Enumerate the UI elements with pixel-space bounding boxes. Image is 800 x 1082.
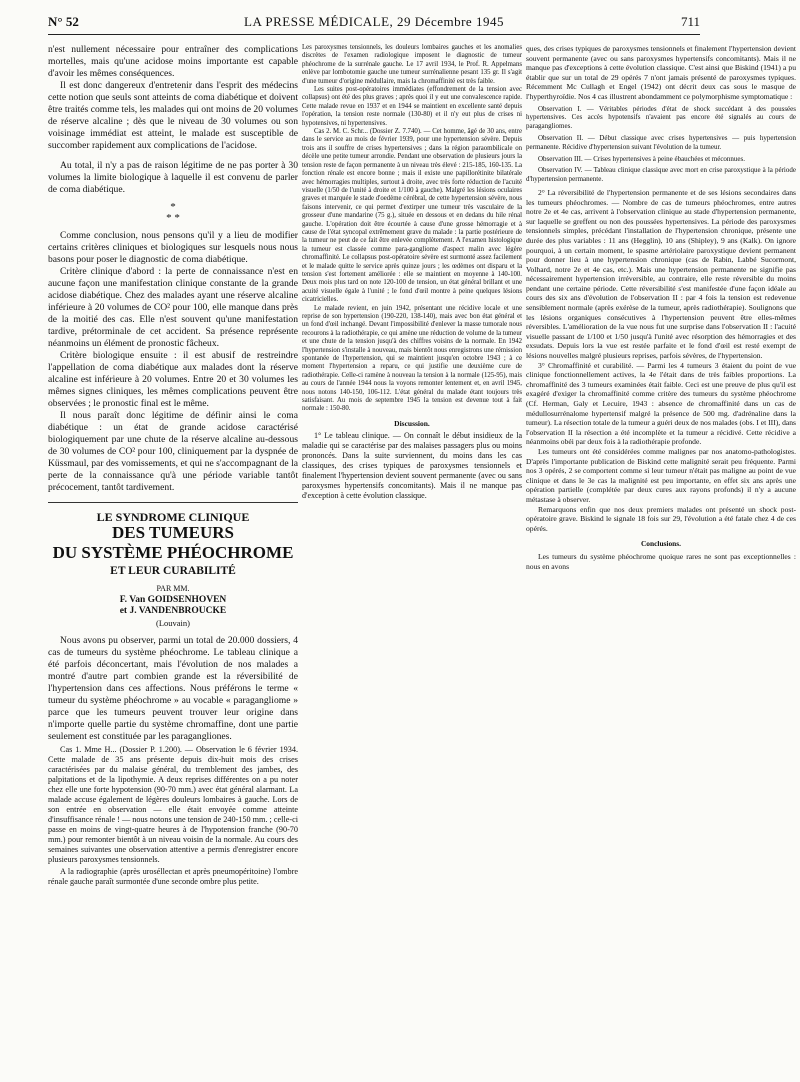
- paragraph: n'est nullement nécessaire pour entraîner des complications mortelles, mais qu'une acidose moins importante est capable d'avoir les mêmes conséquences.: [48, 44, 298, 79]
- issue-number: N° 52: [48, 14, 79, 29]
- header-rule: [48, 34, 700, 35]
- author-affiliation: (Louvain): [156, 618, 190, 628]
- paragraph: Critère biologique ensuite : il est abusif de restreindre l'appellation de coma diabétique aux malades dont la réserve alcaline est inférieure à 20 volumes. Entre 20 et 30 volumes les mêmes signes cliniques, les mêmes complications peuvent être observées ; le pronostic final est le même.: [48, 350, 298, 409]
- case-report: Les paroxysmes tensionnels, les douleurs lombaires gauches et les anomalies discrètes de l'examen radiologique imposent le diagnostic de tumeur phéochrome de la surrénale gauche. Le 17 avril 1934, le Prof. R. Appelmans enlève par lombotomie gauche une tumeur surrénalienne pesant 135 gr. Il s'agit d'une tumeur d'origine médullaire, mais la chromaffinité est très faible.: [302, 44, 522, 85]
- paragraph: Comme conclusion, nous pensons qu'il y a lieu de modifier certains critères cliniques et biologiques sur lesquels nous nous basons pour poser le diagnostic de coma diabétique.: [48, 230, 298, 265]
- section-heading-discussion: Discussion.: [394, 418, 430, 428]
- case-report: Le malade revient, en juin 1942, présentant une récidive locale et une reprise de son hypertension (190-220, 138-140), mais avec bon état général et un fond d'œil inchangé. Devant l'impossibilité d'enlever la masse tumorale nous recourons à la radiothérapie, ce qui amène une réduction de volume de la tumeur et une chute de la tension jusqu'à des chiffres voisins de la normale. En 1942 l'hypertension s'installe à nouveau, mais bientôt nous enregistrons une rémission spontanée de l'hypertension, qui se maintient jusqu'en octobre 1943 ; à ce moment l'hypertension a reparu, ce qui justifie une deuxième cure de radiothérapie. Celle-ci ramène à nouveau la tension à la normale (125-95), mais au cours de l'année 1944 nous la voyons remonter lentement et, en avril 1945, nous notons 140-150, 106-112. L'état général du malade étant toujours très satisfaisant. Au mois de septembre 1945 la tension est devenue tout à fait normale : 150-80.: [302, 304, 522, 413]
- paragraph: Remarquons enfin que nos deux premiers malades ont présenté un shock post-opératoire grave. Biskind le signale 18 fois sur 29, l'évolution a été fatale chez 4 de ces opérés.: [526, 504, 796, 533]
- case-report: Cas 2. M. C. Schr... (Dossier Z. 7.740). — Cet homme, âgé de 30 ans, entre dans le service au mois de février 1939, pour une hypertension sévère. Depuis trois ans il souffre de crises hypertensives ; dans la région paraombilicale on décèle une petite tumeur arrondie. Pendant une observation de plusieurs jours la tension reste de façon permanente à un niveau très élevé : 215-185, 160-135. La fonction rénale est encore bonne ; mais il existe une papillorétinite bilatérale avec hémorragies multiples, surtout à droite, avec très forte réduction de l'acuité visuelle (1/50 de l'unité à droite et 1/100 à gauche). Malgré les lésions oculaires graves et marquée le stade d'oedème cérébral, de cette hypertension sévère, nous faisons intervenir, ce qui permet d'extirper une tumeur très vasculaire de la grosseur d'une mandarine (75 g.), située en dessous et en dedans du hile rénal gauche. L'opération doit être écourtée à cause d'une grosse hémorragie et à cause de l'état syncopal extrêmement grave du malade : la partie postérieure de la tumeur ne peut de ce fait être enlevée complètement. A l'examen histologique la tumeur est classée comme para-gangliome d'aspect malin avec légère chromaffinité. Le collapsus post-opératoire sévère est surmonté assez facilement et le malade quitte le service après quinze jours ; les œdèmes ont disparu et la tension s'est fortement améliorée : elle se maintient en moyenne à 140-100. Deux mois plus tard on note 120-100 de tension, un état général brillant et une acuité visuelle égale à l'unité ; le fond d'œil montre à peine quelques lésions cicatricielles.: [302, 128, 522, 304]
- column-left: [48, 44, 298, 1074]
- article-divider: [48, 502, 298, 503]
- paragraph: ques, des crises typiques de paroxysmes tensionnels et finalement l'hypertension devient souvent permanente (avec ou sans paroxysmes hypertensifs concomitants). Mais il ne manque pas d'exceptions à cette évolution classique. C'est ainsi que Biskind (1941) a pu établir que sur un total de 29 opérés 7 n'ont jamais présenté de paroxysmes typiques. Récemment Mc Cullagh et Engel (1942) ont décrit deux cas sous le masque de l'hyperthyroïdie. Nos 4 cas illustrent abondamment ce polymorphisme symptomatique :: [526, 44, 796, 101]
- section-heading-conclusions: Conclusions.: [640, 539, 682, 549]
- journal-title-date: LA PRESSE MÉDICALE, 29 Décembre 1945: [244, 14, 504, 29]
- byline-prefix: PAR MM.: [156, 584, 190, 593]
- paragraph: 1° Le tableau clinique. — On connaît le début insidieux de la maladie qui se caractérise par des malaises passagers plus ou moins prononcés. Dans la suite surviennent, du moins dans les cas classiques, des crises typiques de paroxysmes tensionnels et finalement l'hypertension devient souvent permanente (avec ou sans paroxysmes hypertensifs concomitants). Mais il ne manque pas d'exception à cette évolution classique.: [302, 431, 522, 501]
- observation-summary: Observation I. — Véritables périodes d'état de shock succédant à des poussées hypertensives. Ces accès hypotensifs n'avaient pas encore été signalés au cours de paragangliomes.: [526, 104, 796, 131]
- article-intro: Nous avons pu observer, parmi un total de 20.000 dossiers, 4 cas de tumeurs du système phéochrome. Le tableau clinique a été parfois déconcertant, mais l'évolution de nos malades a montré d'autre part combien grande est la réversibilité de l'hypertension dans ces affections. Nous préférons le terme « tumeur du système phéochrome » au vocable « paragangliome » parce que les tumeurs peuvent trouver leur origine dans n'importe quelle partie du système chromaffine, dont une partie seulement est constituée par les paragangliones.: [48, 635, 298, 742]
- author-name: F. Van GOIDSENHOVEN: [119, 595, 227, 605]
- case-report: Cas 1. Mme H... (Dossier P. 1.200). — Observation le 6 février 1934. Cette malade de 35 ans présente depuis dix-huit mois des crises caractérisées par du malaise général, du tremblement des jambes, des palpitations et de la lipothymie. A deux reprises différentes on a pu noter chez elle une forte hypotension (90-70 mm.) avec état général alarmant. La malade accuse également de légères douleurs lombaires à gauche. Lors de son entrée en observation — elle était envoyée comme atteinte d'insuffisance rénale ! — nous notons une tension de 240-150 mm. ; celle-ci passe en moins de vingt-quatre heures à de l'hypotension franche (90-70 mm.) pour remonter bientôt à un niveau voisin de la normale. Au cours des semaines suivantes une observation attentive a permis d'enregistrer encore plusieurs paroxysmes tensionnels.: [48, 745, 298, 864]
- page-number: 711: [680, 14, 700, 29]
- article-kicker: LE SYNDROME CLINIQUE: [96, 510, 250, 524]
- paragraph: 2° La réversibilité de l'hypertension permanente et de ses lésions secondaires dans les tumeurs phéochromes. — Nombre de cas de tumeurs phéochromes, entre autres notre 2e et 4e cas, arrivent à l'observation clinique au stade d'hypertension permanente, sur laquelle se greffent ou non des poussées hypertensives. La période des paroxysmes tensionnels simples, précédant l'installation de l'hypertension chronique, présente une durée des plus variables : 11 ans (Hegglin), 10 ans (Shipley), 9 ans (Kalk). On ignore pourquoi, à un certain moment, le spasme artériolaire paroxystique devient permanent pour donner lieu à une hypertension chronique (cas de Rabin, Labbé Sucormont, Volhard, notre 2e et 4e cas, etc.). Mais une hypertension permanente ne signifie pas nécessairement hypertension irréversible, au contraire, elle reste réversible du moins pendant une certaine période. Cette réversibilité s'est manifestée d'une façon idéale au cours des six ans d'évolution de l'observation II : par 4 fois la tension est redevenue sensiblement normale (après exérèse de la tumeur, après radiothérapie). Soulignons que les lésions organiques consécutives à l'hypertension peuvent être elles-mêmes réversibles. L'amélioration de la vue nous fut une surprise dans l'observation II : l'acuité visuelle passant de 1/100 et 1/50 jusqu'à l'unité avec résorption des hémorragies et des exsudats. Depuis lors la vue est restée parfaite et le fond d'œil est resté exempt de lésions nouvelles malgré plusieurs reprises, parfois sévères, de l'hypertension.: [526, 187, 796, 361]
- case-report: A la radiographie (après uroséllectan et après pneumopéritoine) l'ombre rénale gauche paraît surmontée d'une seconde ombre plus petite.: [48, 867, 298, 886]
- column-right: [526, 44, 796, 1074]
- article-title-line: DES TUMEURS: [111, 523, 235, 542]
- article-subtitle: ET LEUR CURABILITÉ: [110, 565, 236, 577]
- article-title-line: DU SYSTÈME PHÉOCHROME: [52, 543, 294, 562]
- paragraph: Les tumeurs ont été considérées comme malignes par nos anatomo-pathologistes. D'après l'importante publication de Biskind cette malignité serait peu fréquente. Parmi nos 3 opérés, 2 se comportent comme si leur tumeur n'était pas maligne au point de vue clinique et dans le 3e cas la malignité est peu importante, en effet six ans après une opération partielle (complétée par deux cures aux rayons profonds) il n'y a aucune métastase à observer.: [526, 446, 796, 504]
- case-report: Les suites post-opératoires immédiates (effondrement de la tension avec collapsus) ont été des plus graves ; après quoi il y eut une convalescence rapide. Cette malade revue en 1937 et en 1944 se maintient en excellente santé depuis l'opération, la tension reste normale (130-80) et il n'y eut plus de crises ni hypotensives, ni hypertensives.: [302, 86, 522, 127]
- paragraph: Il est donc dangereux d'entretenir dans l'esprit des médecins cette notion que seuls sont atteints de coma diabétique et doivent être traités comme tels, les malades qui ont moins de 20 volumes de réserve alcaline ; dès que le niveau de 30 volumes ou son voisinage immédiat est atteint, le malade est susceptible de succomber rapidement aux complications de l'acidose.: [48, 80, 298, 151]
- section-stars: * * *: [166, 201, 180, 224]
- column-middle: [302, 44, 522, 1074]
- paragraph: Il nous paraît donc légitime de définir ainsi le coma diabétique : un état de grande acidose caractérisé biologiquement par une chute de la réserve alcaline au-dessous de 30 volumes de CO² pour 100, cliniquement par la dyspnée de Küssmaul, par des vomissements, et qui ne s'accompagnant de la perte de la connaissance qu'à une période variable tantôt précocement, tantôt tardivement.: [48, 410, 298, 493]
- paragraph: 3° Chromaffinité et curabilité. — Parmi les 4 tumeurs 3 étaient du point de vue clinique fonctionnellement actives, la 4e l'était dans de très faibles proportions. La chromaffinité des 3 tumeurs examinées était faible. Ceci est une preuve de plus qu'il est exagéré d'exiger la chromaffinité comme critère des tumeurs du système phéochrome (Cf. Herman, Galy et Lecuire, 1943 : absence de chromaffinité dans un cas de médullosurrénalome hypertensif malgré la présence de 500 mg. d'adrénaline dans la tumeur). La résection totale de la tumeur a guéri deux de nos malades (obs. I et III), dans l'observation II la résection a été incomplète et la tumeur a récidivé. Cette récidive a néanmoins obéi par deux fois à la radiothérapie profonde.: [526, 360, 796, 447]
- paragraph: Les tumeurs du système phéochrome quoique rares ne sont pas exceptionnelles : nous en avons: [526, 551, 796, 571]
- observation-summary: Observation III. — Crises hypertensives à peine ébauchées et méconnues.: [538, 154, 746, 163]
- running-header: [48, 14, 700, 34]
- paragraph: Critère clinique d'abord : la perte de connaissance n'est en aucune façon une manifestation clinique constante de la grande acidose diabétique. Chez des malades ayant une réserve alcaline inférieure à 20 volumes de CO² pour 100, elle manque dans près de la moitié des cas. Elle n'est souvent qu'une manifestation tardive, prétorminale de cet accident. Sa présence représente néanmoins un élément de pronostic fâcheux.: [48, 266, 298, 349]
- observation-summary: Observation II. — Début classique avec crises hypertensives — puis hypertension permanente. Récidive d'hypertension suivant l'évolution de la tumeur.: [526, 133, 796, 151]
- observation-summary: Observation IV. — Tableau clinique classique avec mort en crise paroxystique à la période d'hypertension permanente.: [526, 166, 796, 184]
- author-name: et J. VANDENBROUCKE: [119, 606, 227, 616]
- paragraph: Au total, il n'y a pas de raison légitime de ne pas porter à 30 volumes la limite biologique à laquelle il est convenu de parler de coma diabétique.: [48, 160, 298, 195]
